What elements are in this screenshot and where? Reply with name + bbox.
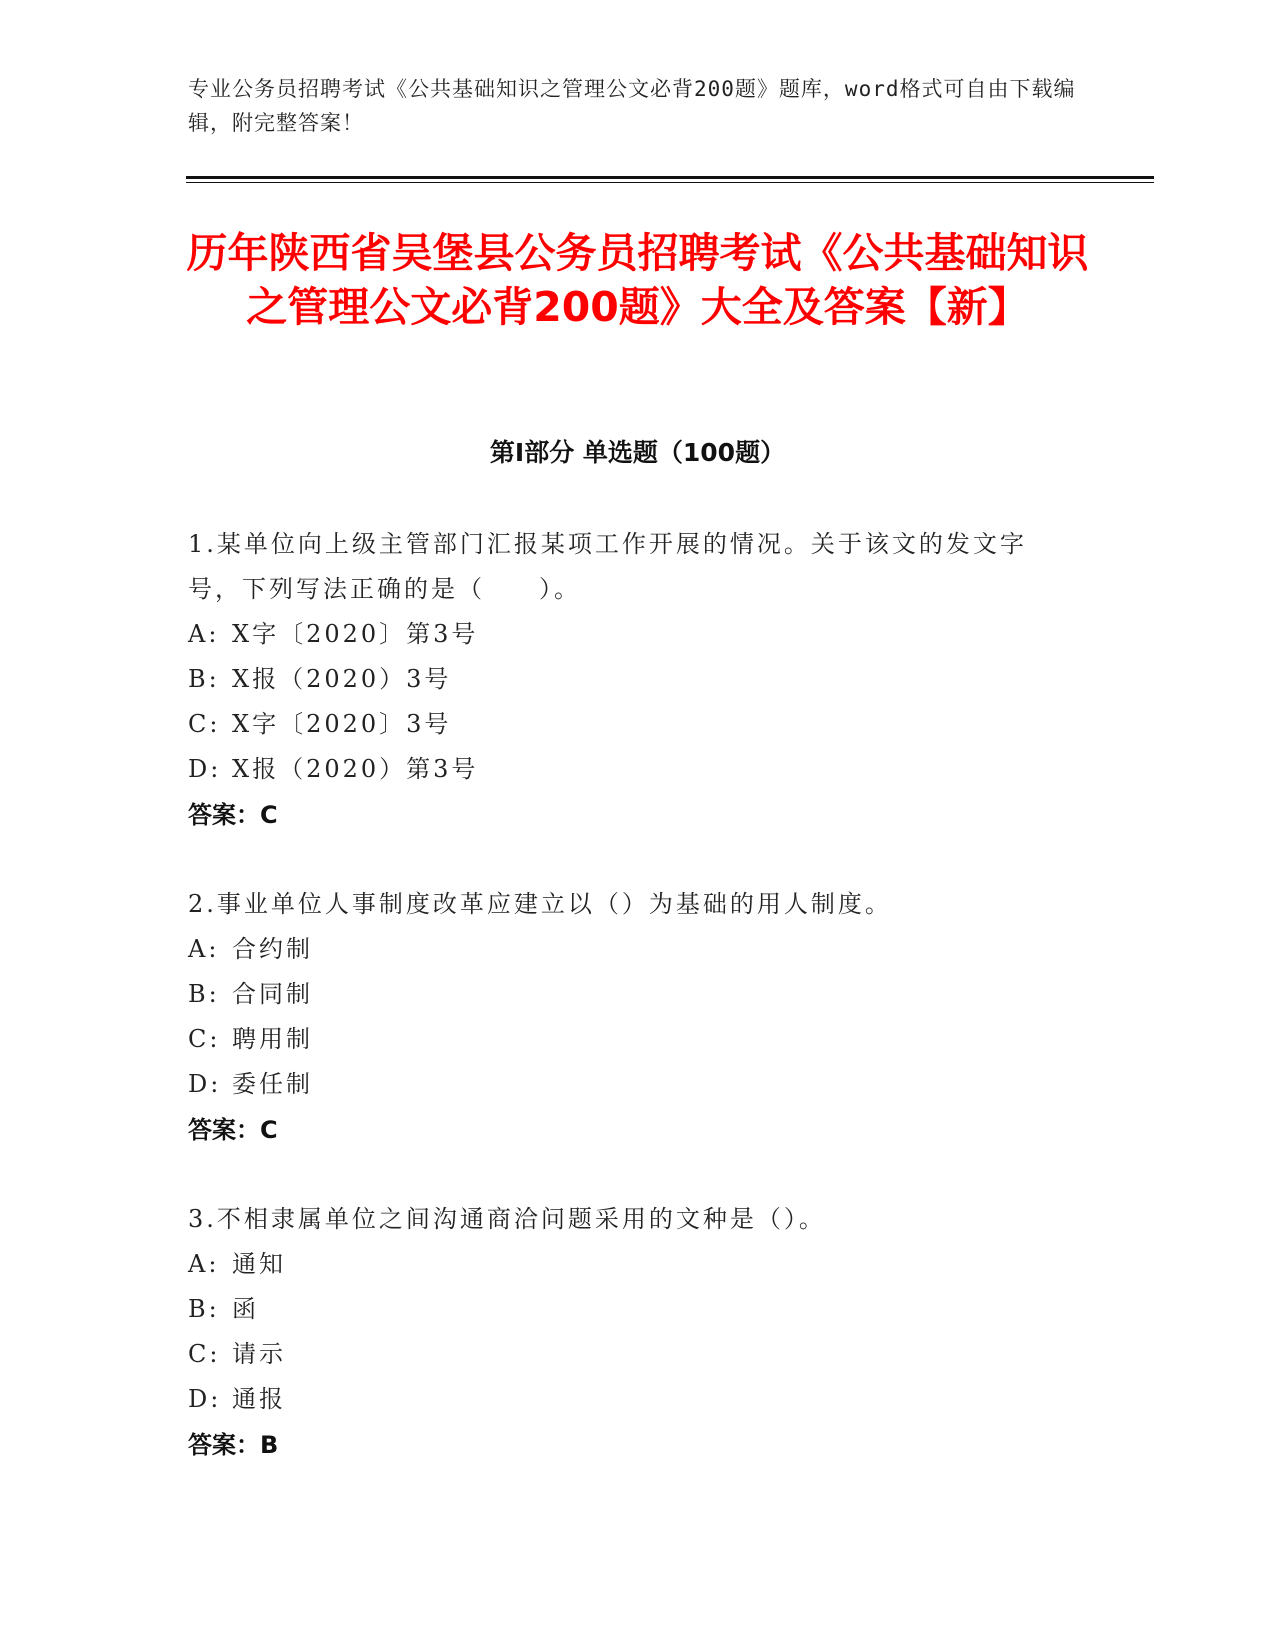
option-text: 请示 [232,1340,286,1368]
option-key: D: [188,1385,222,1413]
question-item [188,882,1068,1153]
option-b [188,657,1068,702]
option-key: D: [188,1070,222,1098]
option-key: B: [188,665,220,693]
header-note: 专业公务员招聘考试《公共基础知识之管理公文必背200题》题库，word格式可自由下载编辑，附完整答案！ [188,77,1076,135]
document-title: 历年陕西省吴堡县公务员招聘考试《公共基础知识之管理公文必背200题》大全及答案【新】 [186,229,1089,331]
option-text: 聘用制 [232,1025,313,1053]
option-text: 通报 [232,1385,286,1413]
header-rule-thick [186,176,1154,179]
option-text: 通知 [232,1250,286,1278]
answer-line: 答案：B [188,1431,279,1459]
option-text: X字〔2020〕3号 [232,710,452,738]
option-a [188,927,1068,972]
question-stem: 2.事业单位人事制度改革应建立以（）为基础的用人制度。 [188,890,892,918]
option-d [188,1377,1068,1422]
question-item [188,1197,1068,1468]
section-title: 第Ⅰ部分 单选题（100题） [489,438,786,467]
option-d [188,747,1068,792]
option-c [188,1017,1068,1062]
option-key: A: [188,620,220,648]
option-key: B: [188,980,220,1008]
option-key: C: [188,710,221,738]
answer-line: 答案：C [188,1116,278,1144]
option-text: 函 [232,1295,259,1323]
option-a [188,612,1068,657]
option-text: 合同制 [232,980,313,1008]
option-b [188,972,1068,1017]
option-b [188,1287,1068,1332]
option-c [188,702,1068,747]
question-list [188,522,1068,1512]
option-a [188,1242,1068,1287]
option-key: A: [188,935,220,963]
option-key: C: [188,1340,221,1368]
option-key: D: [188,755,222,783]
answer-line: 答案：C [188,801,278,829]
question-stem: 1.某单位向上级主管部门汇报某项工作开展的情况。关于该文的发文字号，下列写法正确的是（ ）。 [188,530,1027,603]
option-text: X报（2020）第3号 [232,755,479,783]
option-key: C: [188,1025,221,1053]
question-item [188,522,1068,838]
option-text: 委任制 [232,1070,313,1098]
option-key: A: [188,1250,220,1278]
header-rule-thin [186,182,1154,183]
question-stem: 3.不相隶属单位之间沟通商洽问题采用的文种是（）。 [188,1205,826,1233]
option-key: B: [188,1295,220,1323]
option-text: 合约制 [232,935,313,963]
option-c [188,1332,1068,1377]
option-d [188,1062,1068,1107]
option-text: X报（2020）3号 [232,665,452,693]
option-text: X字〔2020〕第3号 [232,620,479,648]
